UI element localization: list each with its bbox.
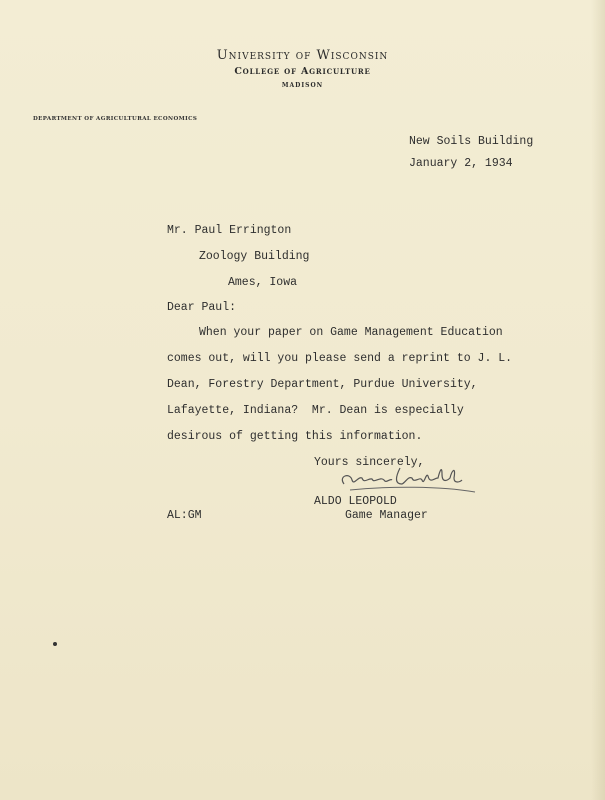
handwritten-signature xyxy=(330,462,480,498)
body-line: Dean, Forestry Department, Purdue University, xyxy=(167,378,478,391)
body-line: comes out, will you please send a reprint to J. L. xyxy=(167,352,513,365)
body-line: Lafayette, Indiana? Mr. Dean is especially xyxy=(167,404,464,417)
typed-signature-name: ALDO LEOPOLD xyxy=(314,495,397,508)
letterhead-college: College of Agriculture xyxy=(234,66,371,77)
body-line: When your paper on Game Management Education xyxy=(199,326,503,339)
recipient-building: Zoology Building xyxy=(199,250,310,263)
letter-date: January 2, 1934 xyxy=(409,157,513,170)
reference-initials: AL:GM xyxy=(167,509,202,522)
sender-building: New Soils Building xyxy=(409,135,534,148)
letterhead-university: University of Wisconsin xyxy=(216,48,389,63)
letterhead-city: MADISON xyxy=(281,82,324,89)
letterhead-department: DEPARTMENT OF AGRICULTURAL ECONOMICS xyxy=(33,116,198,122)
paper-blemish xyxy=(53,642,57,646)
recipient-name: Mr. Paul Errington xyxy=(167,224,292,237)
recipient-city: Ames, Iowa xyxy=(228,276,298,289)
body-line: desirous of getting this information. xyxy=(167,430,423,443)
paper-edge-shadow xyxy=(591,0,605,800)
salutation: Dear Paul: xyxy=(167,301,237,314)
signer-title: Game Manager xyxy=(345,509,428,522)
closing: Yours sincerely, xyxy=(314,456,425,469)
